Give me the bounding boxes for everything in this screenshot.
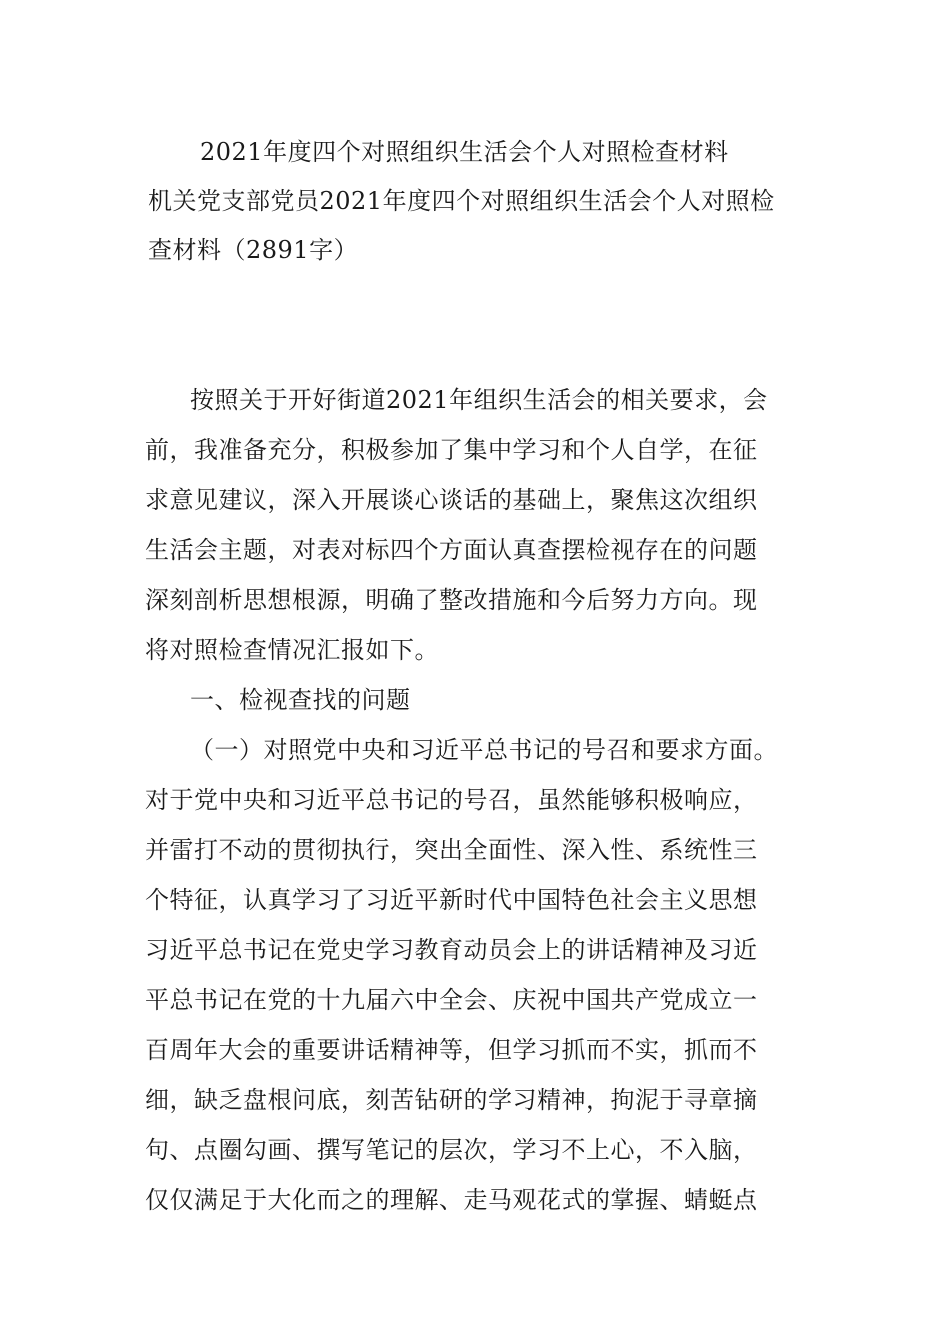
paragraph-line: 前，我准备充分，积极参加了集中学习和个人自学，在征 (145, 436, 758, 464)
subtitle-line: 查材料（2891字） (148, 236, 359, 264)
paragraph-line: 句、点圈勾画、撰写笔记的层次，学习不上心，不入脑， (145, 1136, 758, 1164)
paragraph-line: 仅仅满足于大化而之的理解、走马观花式的掌握、蜻蜓点 (145, 1186, 758, 1214)
document-title: 2021年度四个对照组织生活会个人对照检查材料 (200, 138, 729, 166)
paragraph-line: 细，缺乏盘根问底，刻苦钻研的学习精神，拘泥于寻章摘 (145, 1086, 758, 1114)
paragraph-line: （一）对照党中央和习近平总书记的号召和要求方面。 (190, 736, 778, 764)
paragraph-line: 深刻剖析思想根源，明确了整改措施和今后努力方向。现 (145, 586, 758, 614)
paragraph-line: 习近平总书记在党史学习教育动员会上的讲话精神及习近 (145, 936, 758, 964)
paragraph-line: 并雷打不动的贯彻执行，突出全面性、深入性、系统性三 (145, 836, 758, 864)
paragraph-line: 平总书记在党的十九届六中全会、庆祝中国共产党成立一 (145, 986, 758, 1014)
subtitle-line: 机关党支部党员2021年度四个对照组织生活会个人对照检 (148, 187, 775, 215)
paragraph-line: 百周年大会的重要讲话精神等，但学习抓而不实，抓而不 (145, 1036, 758, 1064)
paragraph-line: 生活会主题，对表对标四个方面认真查摆检视存在的问题 (145, 536, 758, 564)
paragraph-line: 个特征，认真学习了习近平新时代中国特色社会主义思想 (145, 886, 758, 914)
section-heading: 一、检视查找的问题 (190, 686, 411, 714)
paragraph-line: 将对照检查情况汇报如下。 (145, 636, 439, 664)
paragraph-line: 按照关于开好街道2021年组织生活会的相关要求，会 (190, 386, 768, 414)
paragraph-line: 对于党中央和习近平总书记的号召，虽然能够积极响应， (145, 786, 758, 814)
paragraph-line: 求意见建议，深入开展谈心谈话的基础上，聚焦这次组织 (145, 486, 758, 514)
